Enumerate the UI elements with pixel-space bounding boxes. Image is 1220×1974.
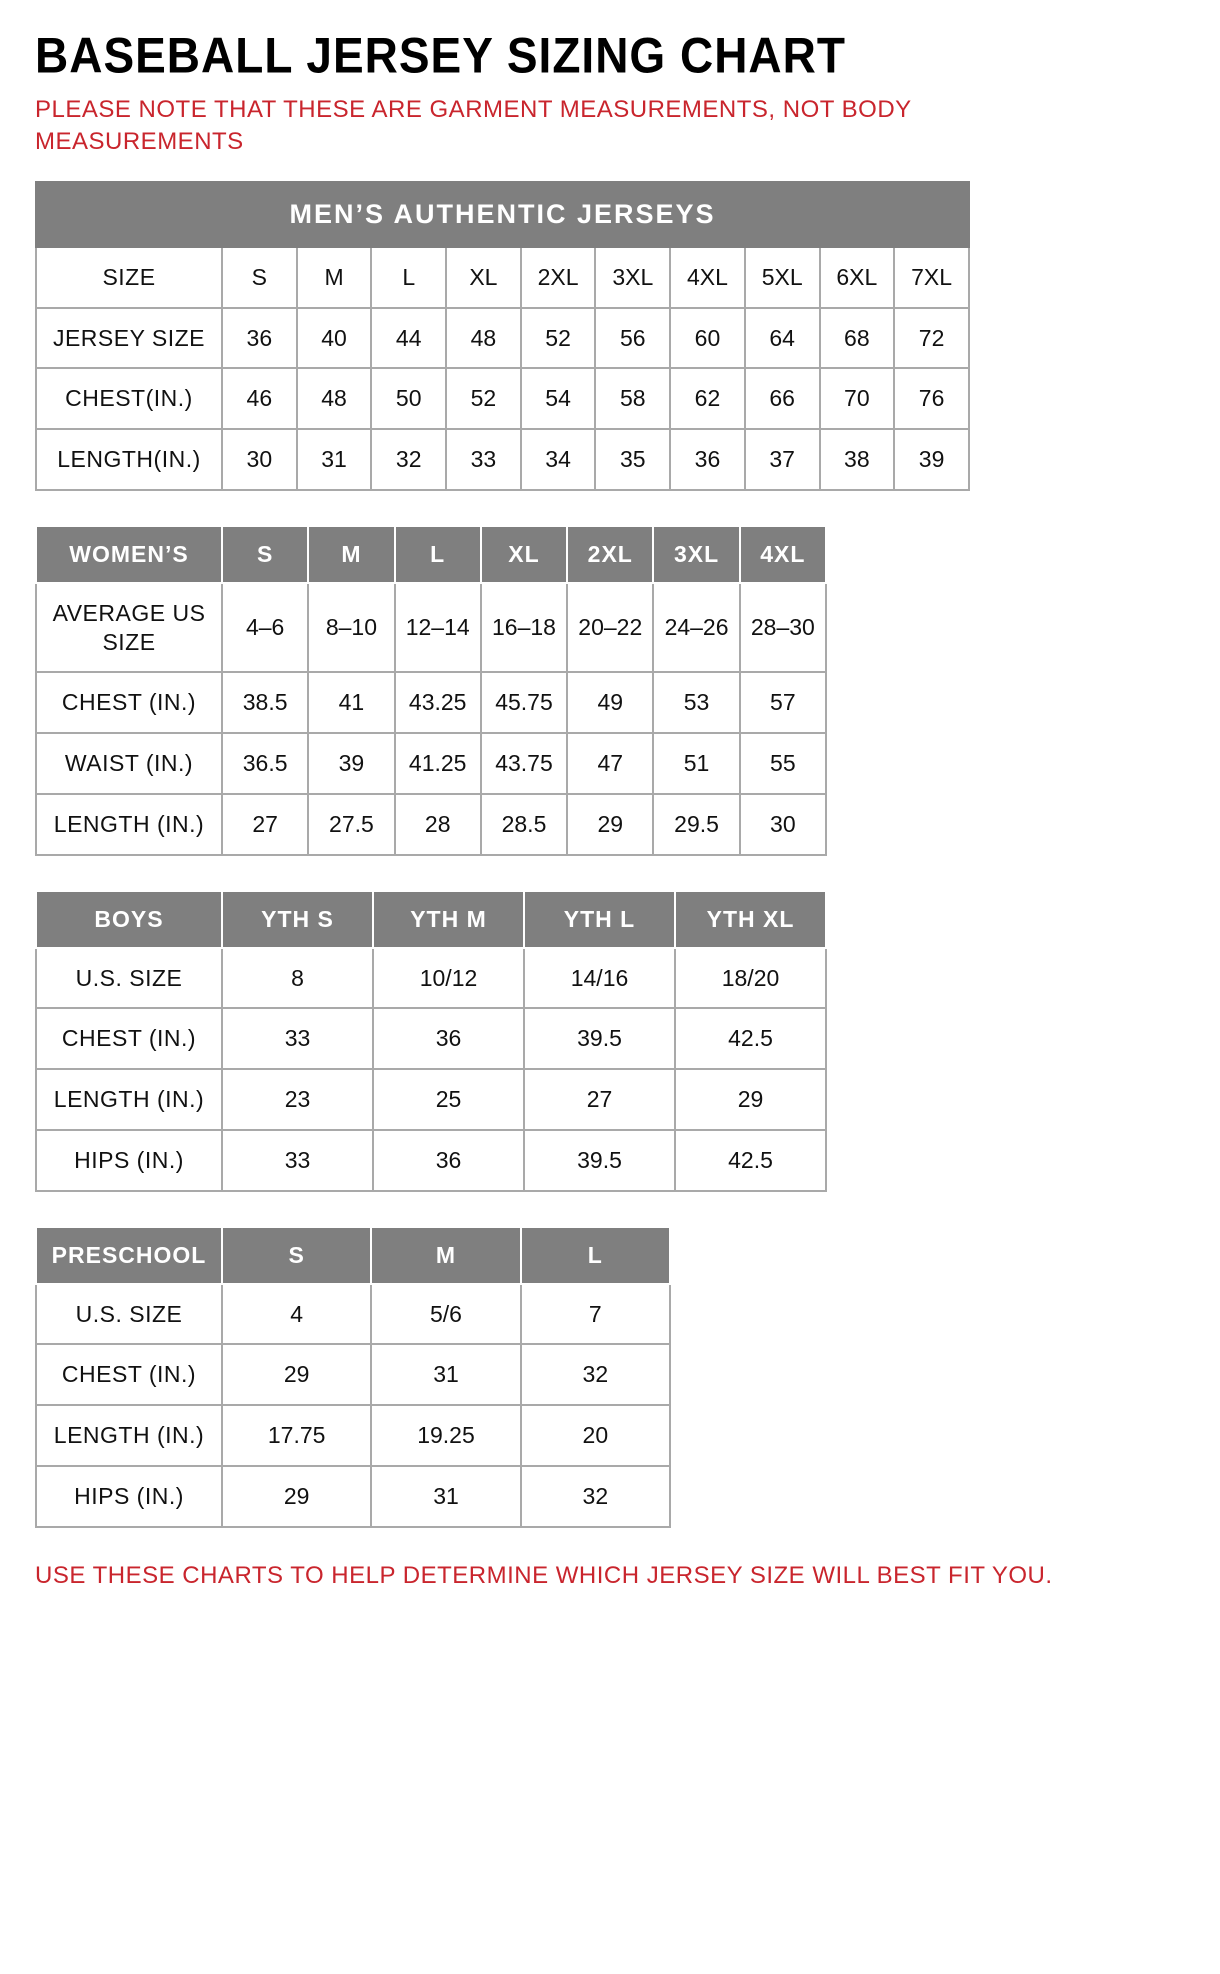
row-label: HIPS (IN.) [36, 1130, 222, 1191]
table-row [36, 583, 826, 673]
value-cell: 31 [371, 1344, 520, 1405]
value-cell: 36 [373, 1008, 524, 1069]
value-cell: 3XL [595, 247, 670, 308]
table-row [36, 429, 969, 490]
table-row [36, 1008, 826, 1069]
value-cell: XL [446, 247, 521, 308]
row-label: AVERAGE US SIZE [36, 583, 222, 673]
value-cell: 62 [670, 368, 745, 429]
row-label: CHEST (IN.) [36, 672, 222, 733]
table-row [36, 733, 826, 794]
size-header-cell: 2XL [567, 526, 653, 583]
value-cell: 53 [653, 672, 739, 733]
preschool-sizing-table [35, 1226, 671, 1528]
value-cell: 16–18 [481, 583, 567, 673]
table-header-row [36, 526, 826, 583]
value-cell: 29 [222, 1466, 371, 1527]
value-cell: 29.5 [653, 794, 739, 855]
value-cell: 68 [820, 308, 895, 369]
value-cell: 27.5 [308, 794, 394, 855]
value-cell: 20 [521, 1405, 670, 1466]
size-header-cell: YTH S [222, 891, 373, 948]
value-cell: 58 [595, 368, 670, 429]
value-cell: 72 [894, 308, 969, 369]
value-cell: L [371, 247, 446, 308]
table-title: MEN’S AUTHENTIC JERSEYS [36, 182, 969, 247]
value-cell: 50 [371, 368, 446, 429]
value-cell: 28–30 [740, 583, 826, 673]
value-cell: 7 [521, 1284, 670, 1345]
table-title: WOMEN’S [36, 526, 222, 583]
value-cell: 24–26 [653, 583, 739, 673]
value-cell: 70 [820, 368, 895, 429]
value-cell: 4–6 [222, 583, 308, 673]
table-title: PRESCHOOL [36, 1227, 222, 1284]
value-cell: 55 [740, 733, 826, 794]
value-cell: 2XL [521, 247, 596, 308]
table-header-row [36, 891, 826, 948]
value-cell: 57 [740, 672, 826, 733]
value-cell: 39.5 [524, 1130, 675, 1191]
size-header-cell: M [371, 1227, 520, 1284]
table-row [36, 672, 826, 733]
row-label: CHEST (IN.) [36, 1008, 222, 1069]
size-header-cell: 4XL [740, 526, 826, 583]
womens-sizing-table [35, 525, 827, 856]
size-header-cell: L [521, 1227, 670, 1284]
value-cell: 30 [222, 429, 297, 490]
garment-measurement-note: PLEASE NOTE THAT THESE ARE GARMENT MEASUREMENTS, NOT BODY MEASUREMENTS [35, 96, 912, 156]
value-cell: 4 [222, 1284, 371, 1345]
table-row [36, 1130, 826, 1191]
boys-sizing-table [35, 890, 827, 1192]
mens-sizing-table [35, 181, 970, 491]
value-cell: 49 [567, 672, 653, 733]
size-header-cell: XL [481, 526, 567, 583]
row-label: U.S. SIZE [36, 948, 222, 1009]
value-cell: 7XL [894, 247, 969, 308]
table-row [36, 308, 969, 369]
size-header-cell: M [308, 526, 394, 583]
value-cell: 46 [222, 368, 297, 429]
value-cell: 27 [222, 794, 308, 855]
table-row [36, 1344, 670, 1405]
value-cell: 44 [371, 308, 446, 369]
value-cell: 36 [222, 308, 297, 369]
value-cell: 31 [371, 1466, 520, 1527]
value-cell: 37 [745, 429, 820, 490]
row-label: HIPS (IN.) [36, 1466, 222, 1527]
value-cell: 29 [675, 1069, 826, 1130]
value-cell: 33 [446, 429, 521, 490]
table-header-row [36, 1227, 670, 1284]
table-row [36, 1405, 670, 1466]
value-cell: 34 [521, 429, 596, 490]
value-cell: 5/6 [371, 1284, 520, 1345]
value-cell: 6XL [820, 247, 895, 308]
value-cell: 56 [595, 308, 670, 369]
value-cell: 10/12 [373, 948, 524, 1009]
value-cell: 23 [222, 1069, 373, 1130]
value-cell: 33 [222, 1130, 373, 1191]
row-label: LENGTH(IN.) [36, 429, 222, 490]
value-cell: 43.25 [395, 672, 481, 733]
value-cell: 18/20 [675, 948, 826, 1009]
value-cell: 12–14 [395, 583, 481, 673]
size-header-cell: L [395, 526, 481, 583]
value-cell: 20–22 [567, 583, 653, 673]
table-row [36, 368, 969, 429]
row-label: WAIST (IN.) [36, 733, 222, 794]
table-row [36, 247, 969, 308]
value-cell: 28.5 [481, 794, 567, 855]
row-label: SIZE [36, 247, 222, 308]
size-header-cell: S [222, 526, 308, 583]
value-cell: 48 [446, 308, 521, 369]
value-cell: 36.5 [222, 733, 308, 794]
value-cell: 43.75 [481, 733, 567, 794]
value-cell: 19.25 [371, 1405, 520, 1466]
table-title: BOYS [36, 891, 222, 948]
value-cell: 28 [395, 794, 481, 855]
table-row [36, 1466, 670, 1527]
value-cell: 32 [521, 1466, 670, 1527]
value-cell: 17.75 [222, 1405, 371, 1466]
value-cell: 54 [521, 368, 596, 429]
value-cell: 64 [745, 308, 820, 369]
value-cell: 40 [297, 308, 372, 369]
row-label: U.S. SIZE [36, 1284, 222, 1345]
fit-advice-footer: USE THESE CHARTS TO HELP DETERMINE WHICH JERSEY SIZE WILL BEST FIT YOU. [35, 1561, 1053, 1589]
row-label: CHEST (IN.) [36, 1344, 222, 1405]
value-cell: 48 [297, 368, 372, 429]
table-row [36, 948, 826, 1009]
value-cell: 30 [740, 794, 826, 855]
value-cell: 31 [297, 429, 372, 490]
value-cell: 33 [222, 1008, 373, 1069]
value-cell: 42.5 [675, 1130, 826, 1191]
value-cell: 39 [308, 733, 394, 794]
value-cell: 27 [524, 1069, 675, 1130]
size-header-cell: YTH XL [675, 891, 826, 948]
value-cell: 32 [371, 429, 446, 490]
value-cell: 25 [373, 1069, 524, 1130]
value-cell: 41 [308, 672, 394, 733]
table-row [36, 794, 826, 855]
value-cell: 45.75 [481, 672, 567, 733]
page-title: BASEBALL JERSEY SIZING CHART [35, 27, 846, 84]
value-cell: 29 [567, 794, 653, 855]
value-cell: 52 [521, 308, 596, 369]
value-cell: 5XL [745, 247, 820, 308]
value-cell: 39.5 [524, 1008, 675, 1069]
value-cell: 36 [373, 1130, 524, 1191]
table-row [36, 1069, 826, 1130]
value-cell: 41.25 [395, 733, 481, 794]
value-cell: S [222, 247, 297, 308]
table-banner-row [36, 182, 969, 247]
value-cell: 39 [894, 429, 969, 490]
value-cell: 38.5 [222, 672, 308, 733]
value-cell: 36 [670, 429, 745, 490]
row-label: LENGTH (IN.) [36, 794, 222, 855]
size-header-cell: YTH M [373, 891, 524, 948]
size-header-cell: 3XL [653, 526, 739, 583]
value-cell: 29 [222, 1344, 371, 1405]
value-cell: 35 [595, 429, 670, 490]
value-cell: 76 [894, 368, 969, 429]
value-cell: 38 [820, 429, 895, 490]
row-label: LENGTH (IN.) [36, 1069, 222, 1130]
value-cell: 60 [670, 308, 745, 369]
value-cell: 8–10 [308, 583, 394, 673]
value-cell: 42.5 [675, 1008, 826, 1069]
value-cell: 32 [521, 1344, 670, 1405]
value-cell: 4XL [670, 247, 745, 308]
table-row [36, 1284, 670, 1345]
value-cell: 52 [446, 368, 521, 429]
row-label: LENGTH (IN.) [36, 1405, 222, 1466]
size-header-cell: YTH L [524, 891, 675, 948]
value-cell: 51 [653, 733, 739, 794]
value-cell: 8 [222, 948, 373, 1009]
value-cell: M [297, 247, 372, 308]
row-label: CHEST(IN.) [36, 368, 222, 429]
value-cell: 47 [567, 733, 653, 794]
value-cell: 14/16 [524, 948, 675, 1009]
value-cell: 66 [745, 368, 820, 429]
size-header-cell: S [222, 1227, 371, 1284]
row-label: JERSEY SIZE [36, 308, 222, 369]
